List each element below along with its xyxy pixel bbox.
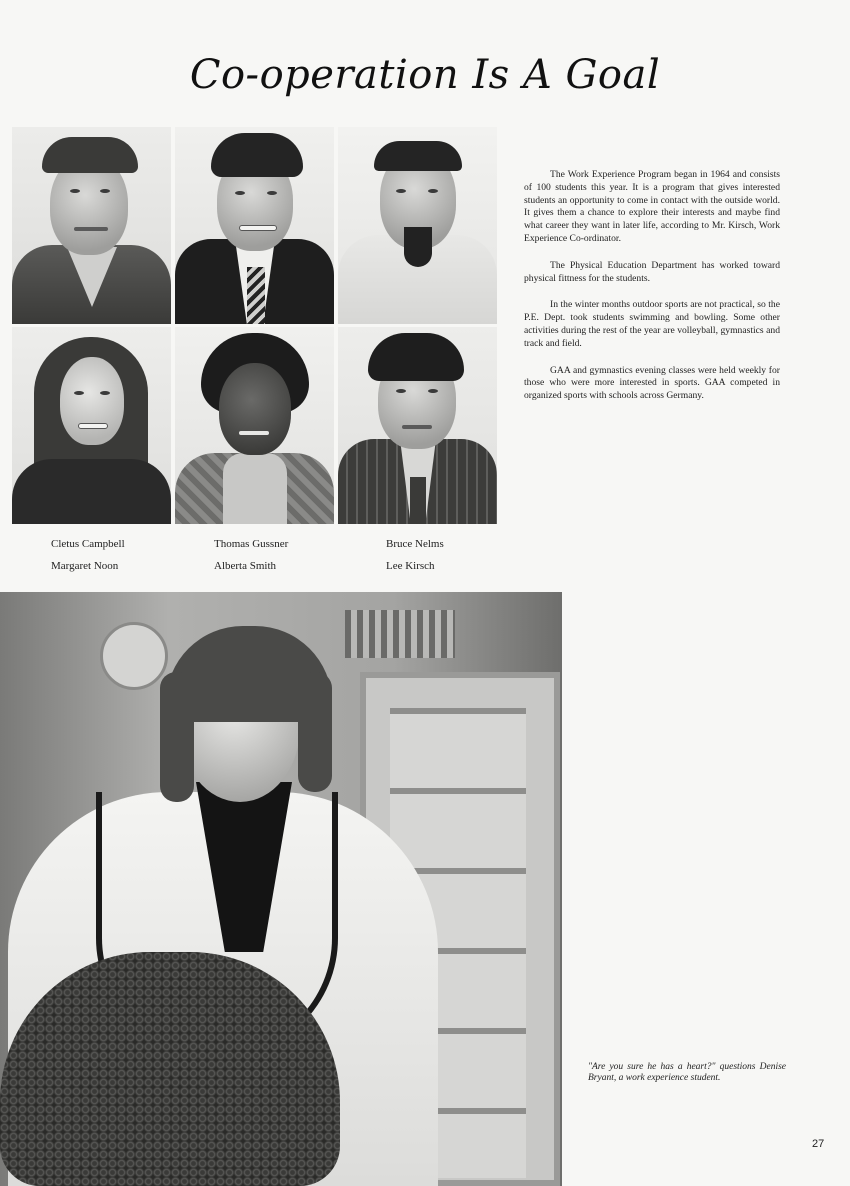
article-text — [524, 169, 780, 417]
paragraph: The Physical Education Department has worked toward physical fittness for the students. — [524, 259, 780, 284]
portrait-name: Cletus Campbell — [51, 538, 125, 550]
portrait-photo — [338, 127, 497, 324]
page-title: Co-operation Is A Goal — [189, 52, 661, 98]
portrait-photo — [12, 127, 171, 324]
page-number: 27 — [812, 1138, 825, 1150]
photo-caption: "Are you sure he has a heart?" questions Denise Bryant, a work experience student. — [588, 1062, 786, 1083]
portrait-photo — [175, 327, 334, 524]
paragraph: The Work Experience Program began in 1964 and consists of 100 students this year. It is a program that gives interested students an opportunity to come in contact with the outside world. It gives them a chance to explore their interests and maybe find what career they want in later life, according to Mr. Kirsch, Work Experience Co-ordinator. — [524, 169, 780, 244]
portrait-name: Lee Kirsch — [386, 560, 435, 572]
name-column — [214, 533, 288, 577]
portrait-photo — [12, 327, 171, 524]
name-column — [51, 533, 125, 577]
portrait-name: Margaret Noon — [51, 560, 119, 572]
portrait-name: Bruce Nelms — [386, 538, 444, 550]
portrait-grid — [12, 127, 500, 522]
portrait-name: Thomas Gussner — [214, 538, 289, 550]
feature-photo — [0, 592, 562, 1186]
portrait-photo — [338, 327, 497, 524]
portrait-name: Alberta Smith — [214, 560, 277, 572]
wall-clock — [100, 622, 168, 690]
paragraph: In the winter months outdoor sports are not practical, so the P.E. Dept. took students swimming and bowling. Some other activities during the rest of the year are volleyball, gymnastics and track and field. — [524, 299, 780, 349]
paragraph: GAA and gymnastics evening classes were held weekly for those who were more interested in sports. GAA competed in organized sports with schools across Germany. — [524, 364, 780, 402]
portrait-photo — [175, 127, 334, 324]
name-column — [386, 533, 444, 577]
